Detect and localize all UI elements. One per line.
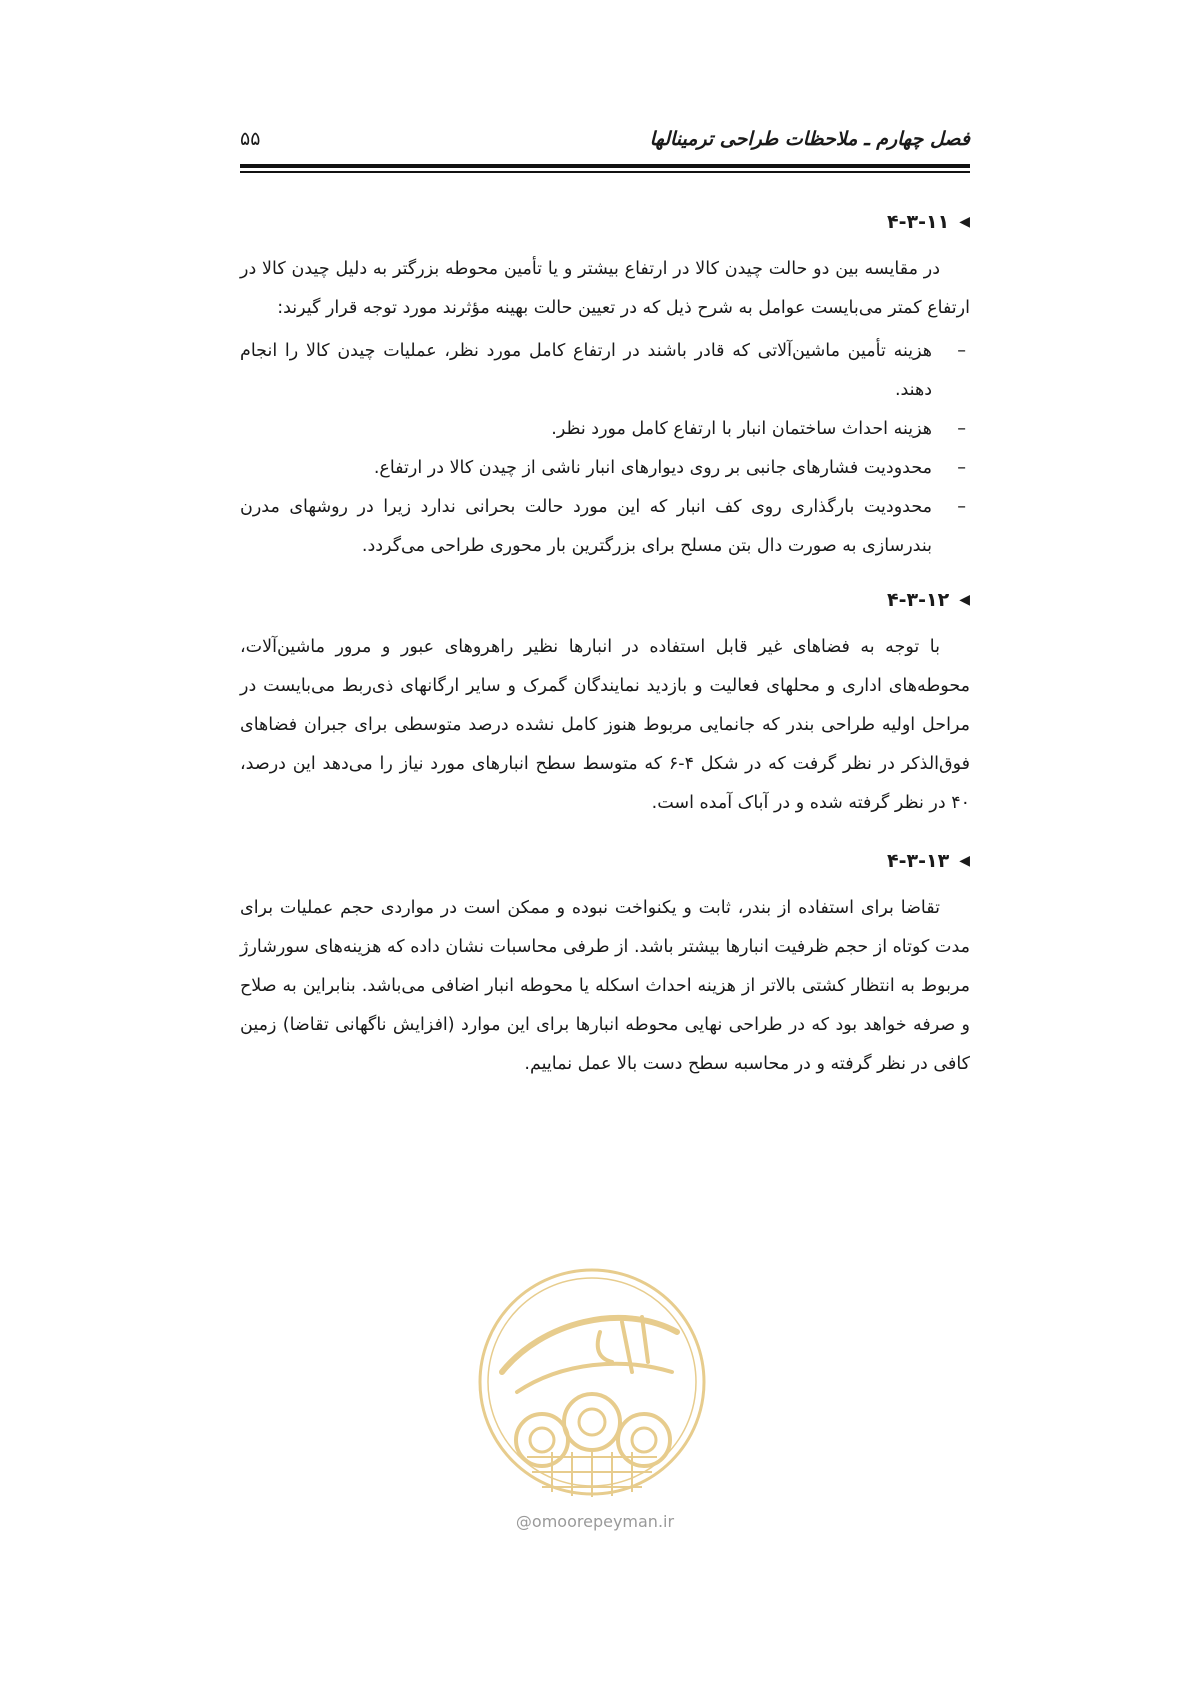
section-heading <box>240 202 970 242</box>
triangle-left-icon: ◀ <box>959 591 970 608</box>
list-item <box>240 332 970 410</box>
section-heading <box>240 580 970 620</box>
section-heading <box>240 841 970 881</box>
bullet-list <box>240 332 970 566</box>
list-item <box>240 410 970 449</box>
list-item-text: محدودیت فشارهای جانبی بر روی دیوارهای انبار ناشی از چیدن کالا در ارتفاع. <box>373 458 932 478</box>
triangle-left-icon: ◀ <box>959 852 970 869</box>
list-item <box>240 488 970 566</box>
section-intro-paragraph: در مقایسه بین دو حالت چیدن کالا در ارتفاع بیشتر و یا تأمین محوطه بزرگتر به دلیل چیدن کالا در ارتفاع کمتر می‌بایست عوامل به شرح ذیل که در تعیین حالت بهینه مؤثرند مورد توجه قرار گیرند: <box>240 259 970 318</box>
section-number: ۴-۳-۱۱ <box>887 210 950 233</box>
dash-bullet-icon: – <box>957 458 966 478</box>
page-number: ۵۵ <box>240 128 261 150</box>
list-item-text: هزینه تأمین ماشین‌آلاتی که قادر باشند در ارتفاع کامل مورد نظر، عملیات چیدن کالا را انجام دهند. <box>240 341 932 400</box>
page-header <box>240 128 970 162</box>
triangle-left-icon: ◀ <box>959 213 970 230</box>
list-item <box>240 449 970 488</box>
dash-bullet-icon: – <box>957 419 966 439</box>
dash-bullet-icon: – <box>957 341 966 361</box>
watermark-url: @omoorepeyman.ir <box>515 1512 675 1531</box>
running-title: فصل چهارم ـ ملاحظات طراحی ترمینالها <box>649 128 970 150</box>
main-content <box>240 202 970 1088</box>
section-number: ۴-۳-۱۲ <box>887 588 950 611</box>
watermark-logo <box>472 1262 712 1502</box>
list-item-text: محدودیت بارگذاری روی کف انبار که این مورد حالت بحرانی ندارد زیرا در روشهای مدرن بندرسازی به صورت دال بتن مسلح برای بزرگترین بار محوری طراحی می‌گردد. <box>240 497 932 556</box>
dash-bullet-icon: – <box>957 497 966 517</box>
section-paragraph: با توجه به فضاهای غیر قابل استفاده در انبارها نظیر راهروهای عبور و مرور ماشین‌آلات، محوطه‌های اداری و محلهای فعالیت و بازدید نمایندگان گمرک و سایر ارگانهای ذی‌ربط می‌بایست در مراحل اولیه طراحی بندر که جانمایی مربوط هنوز کامل نشده درصد متوسطی برای جبران فضاهای فوق‌الذکر در نظر گرفت که در شکل ۴-۶ که متوسط سطح انبارهای مورد نیاز را می‌دهد این درصد، ۴۰ در نظر گرفته شده و در آباک آمده است. <box>240 637 970 813</box>
list-item-text: هزینه احداث ساختمان انبار با ارتفاع کامل مورد نظر. <box>551 419 932 439</box>
section-paragraph: تقاضا برای استفاده از بندر، ثابت و یکنواخت نبوده و ممکن است در مواردی حجم عملیات برای مدت کوتاه از حجم ظرفیت انبارها بیشتر باشد. از طرفی محاسبات نشان داده که هزینه‌های سورشارژ مربوط به انتظار کشتی بالاتر از هزینه احداث اسکله یا محوطه انبار اضافی می‌باشد. بنابراین به صلاح و صرفه خواهد بود که در طراحی نهایی محوطه انبارها برای این موارد (افزایش ناگهانی تقاضا) زمین کافی در نظر گرفته و در محاسبه سطح دست بالا عمل نماییم. <box>240 898 970 1074</box>
section-number: ۴-۳-۱۳ <box>887 849 950 872</box>
header-rule-thick <box>240 164 970 168</box>
header-rule-thin <box>240 171 970 173</box>
